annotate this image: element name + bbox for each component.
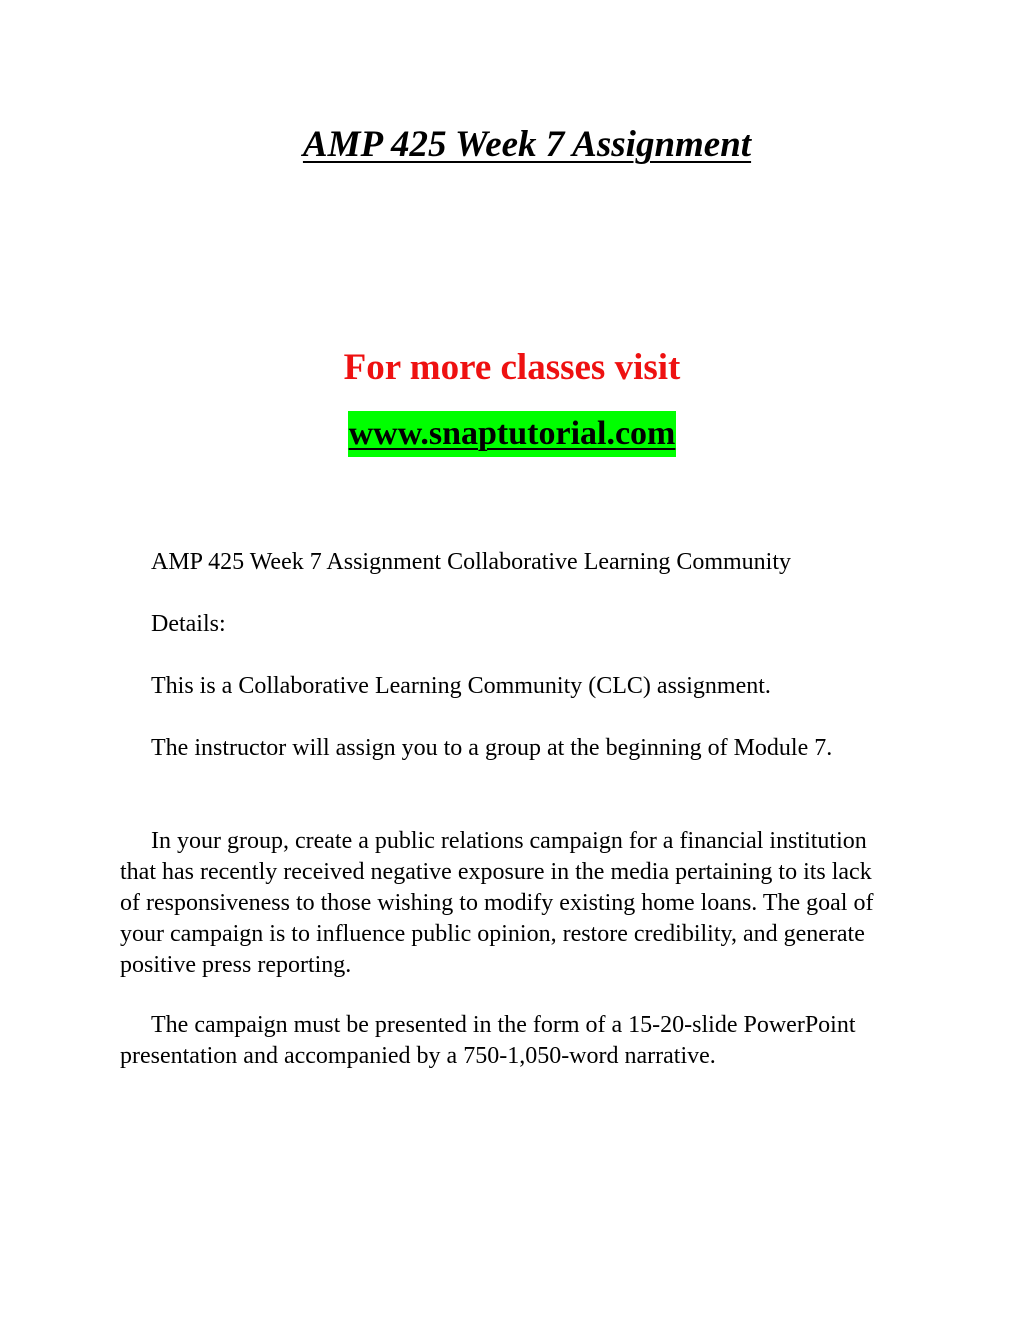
- campaign-instructions-paragraph: In your group, create a public relations campaign for a financial institution that has recently received negative exposure in the media pertaining to its lack of responsiveness to those wishing to modify existing home loans. The goal of your campaign is to influence public opinion, restore credibility, and generate positive press reporting.: [120, 828, 874, 978]
- promo-link-wrapper: [0, 411, 1024, 457]
- promo-link[interactable]: www.snaptutorial.com: [348, 411, 677, 457]
- clc-description-paragraph: This is a Collaborative Learning Community (CLC) assignment.: [151, 673, 771, 699]
- details-label-paragraph: Details:: [151, 611, 226, 637]
- group-assignment-paragraph: The instructor will assign you to a group at the beginning of Module 7.: [151, 735, 833, 761]
- document-title: AMP 425 Week 7 Assignment: [302, 124, 752, 165]
- promo-text: For more classes visit: [343, 347, 681, 388]
- assignment-heading-paragraph: AMP 425 Week 7 Assignment Collaborative Learning Community: [151, 549, 792, 575]
- presentation-requirements-paragraph: The campaign must be presented in the form of a 15-20-slide PowerPoint presentation and accompanied by a 750-1,050-word narrative.: [120, 1012, 856, 1069]
